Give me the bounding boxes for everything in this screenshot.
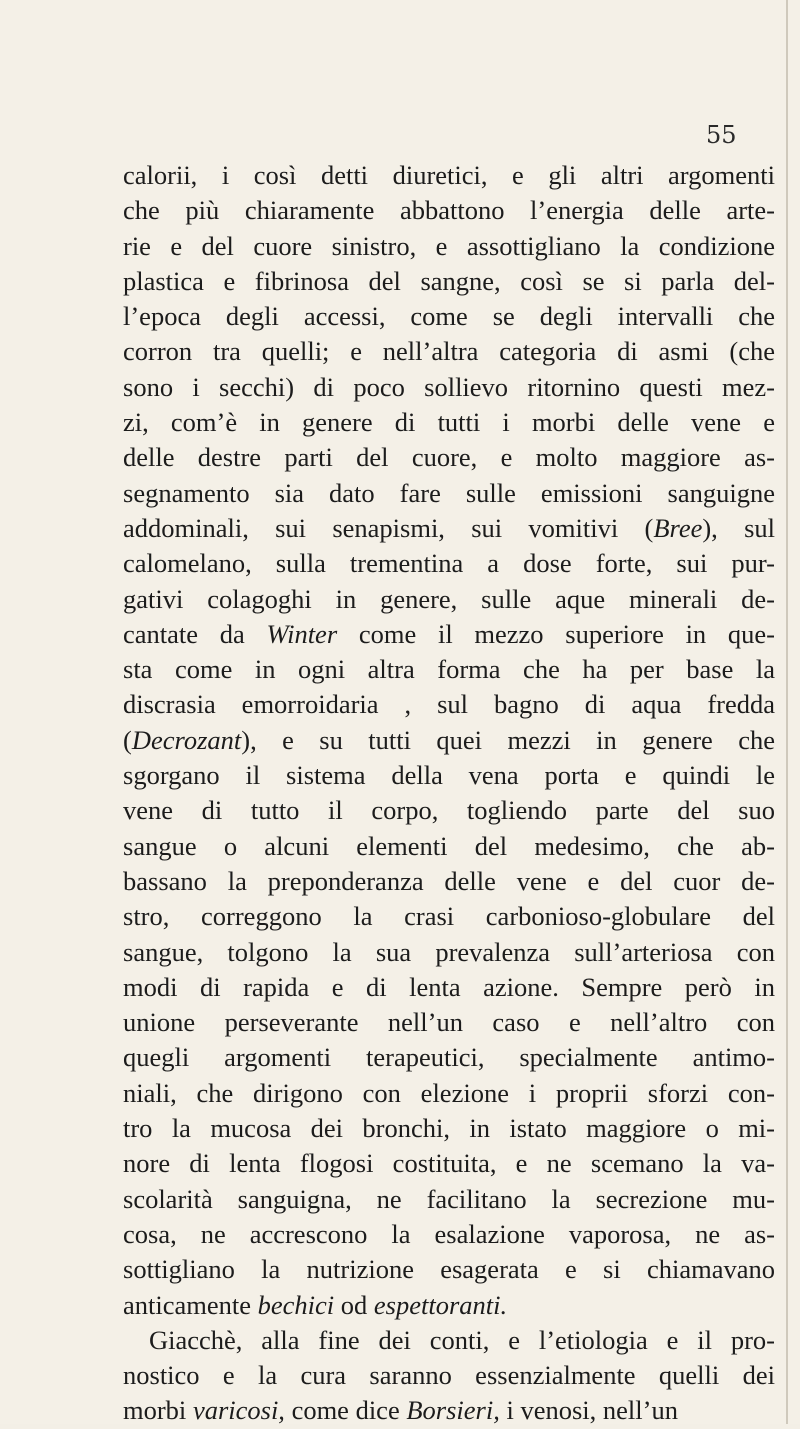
text-line xyxy=(123,476,775,511)
text-line xyxy=(123,935,775,970)
text-run: anticamente xyxy=(123,1289,258,1320)
text-run: i venosi, nell’un xyxy=(499,1395,678,1426)
text-line xyxy=(123,1146,775,1181)
text-run: addominali, sui senapismi, sui vomitivi ( xyxy=(123,512,654,543)
page-number: 55 xyxy=(706,121,737,149)
text-run: plastica e fibrinosa del sangne, così se si parla del- xyxy=(123,265,775,296)
text-run: stro, correggono la crasi carbonioso-globulare del xyxy=(123,901,775,932)
text-line xyxy=(123,970,775,1005)
text-line xyxy=(123,264,775,299)
text-line xyxy=(123,299,775,334)
text-line xyxy=(123,546,775,581)
italic-text: bechici xyxy=(257,1289,335,1320)
text-run: niali, che dirigono con elezione i proprii sforzi con- xyxy=(123,1077,775,1108)
text-run: sangue o alcuni elementi del medesimo, che ab- xyxy=(123,830,775,861)
text-run: cantate da xyxy=(123,618,267,649)
text-run: l’epoca degli accessi, come se degli intervalli che xyxy=(123,301,775,332)
text-run: od xyxy=(334,1289,374,1320)
text-line xyxy=(123,1040,775,1075)
text-run: quegli argomenti terapeutici, specialmente antimo- xyxy=(123,1042,775,1073)
text-line xyxy=(123,652,775,687)
text-run: sangue, tolgono la sua prevalenza sull’arteriosa con xyxy=(123,936,775,967)
text-line xyxy=(123,1358,775,1393)
text-line xyxy=(123,158,775,193)
text-run: nore di lenta flogosi costituita, e ne scemano la va- xyxy=(123,1148,775,1179)
text-line xyxy=(123,582,775,617)
text-line xyxy=(123,1076,775,1111)
page-edge xyxy=(786,0,788,1424)
text-line xyxy=(123,405,775,440)
text-run: rie e del cuore sinistro, e assottigliano la condizione xyxy=(123,230,775,261)
text-run: sgorgano il sistema della vena porta e quindi le xyxy=(123,760,775,791)
italic-text: Winter xyxy=(266,618,338,649)
text-run: segnamento sia dato fare sulle emissioni sanguigne xyxy=(123,477,775,508)
text-line xyxy=(123,1323,775,1358)
italic-text: espettoranti. xyxy=(373,1289,508,1320)
text-run: delle destre parti del cuore, e molto maggiore as- xyxy=(123,442,775,473)
text-line xyxy=(123,334,775,369)
text-run: calomelano, sulla trementina a dose forte, sui pur- xyxy=(123,548,775,579)
text-line xyxy=(123,617,775,652)
italic-text: varicosi, xyxy=(192,1395,285,1426)
text-run: morbi xyxy=(123,1395,193,1426)
text-line xyxy=(123,1252,775,1287)
text-line xyxy=(123,1393,775,1428)
text-line xyxy=(123,758,775,793)
text-run: come il mezzo superiore in que- xyxy=(337,618,775,649)
text-run: cosa, ne accrescono la esalazione vaporosa, ne as- xyxy=(123,1218,775,1249)
text-run: gativi colagoghi in genere, sulle aque minerali de- xyxy=(123,583,775,614)
text-line xyxy=(123,687,775,722)
italic-text: Bree xyxy=(653,512,703,543)
text-line xyxy=(123,1111,775,1146)
text-run: discrasia emorroidaria , sul bagno di aqua fredda xyxy=(123,689,775,720)
text-run: vene di tutto il corpo, togliendo parte del suo xyxy=(123,795,775,826)
italic-text: Decrozant xyxy=(131,724,242,755)
text-run: sono i secchi) di poco sollievo ritornino questi mez- xyxy=(123,371,775,402)
text-run: che più chiaramente abbattono l’energia delle arte- xyxy=(123,195,775,226)
text-line xyxy=(123,829,775,864)
body-text xyxy=(123,158,775,1429)
text-run: calorii, i così detti diuretici, e gli altri argomenti xyxy=(123,160,775,190)
text-line xyxy=(123,1217,775,1252)
text-line xyxy=(123,370,775,405)
text-line xyxy=(123,229,775,264)
text-run: unione perseverante nell’un caso e nell’altro con xyxy=(123,1007,775,1038)
text-run: nostico e la cura saranno essenzialmente quelli dei xyxy=(123,1360,775,1391)
text-run: ), e su tutti quei mezzi in genere che xyxy=(241,724,775,755)
text-line xyxy=(123,723,775,758)
text-line xyxy=(123,440,775,475)
text-run: bassano la preponderanza delle vene e del cuor de- xyxy=(123,865,775,896)
text-run: zi, com’è in genere di tutti i morbi delle vene e xyxy=(123,407,775,438)
text-line xyxy=(123,193,775,228)
text-line xyxy=(123,1005,775,1040)
text-line xyxy=(123,1182,775,1217)
text-run: Giacchè, alla fine dei conti, e l’etiologia e il pro- xyxy=(149,1324,775,1355)
text-run: sottigliano la nutrizione esagerata e si chiamavano xyxy=(123,1254,775,1285)
text-line xyxy=(123,864,775,899)
italic-text: Borsieri, xyxy=(406,1395,500,1426)
text-line xyxy=(123,793,775,828)
text-run: ), sul xyxy=(702,512,776,543)
text-line xyxy=(123,1288,775,1323)
text-run: scolarità sanguigna, ne facilitano la secrezione mu- xyxy=(123,1183,775,1214)
text-line xyxy=(123,899,775,934)
text-run: come dice xyxy=(284,1395,407,1426)
text-run: sta come in ogni altra forma che ha per base la xyxy=(123,654,775,685)
text-run: ( xyxy=(123,724,132,755)
text-run: corron tra quelli; e nell’altra categoria di asmi (che xyxy=(123,336,775,367)
text-run: modi di rapida e di lenta azione. Sempre però in xyxy=(123,971,775,1002)
text-run: tro la mucosa dei bronchi, in istato maggiore o mi- xyxy=(123,1113,775,1144)
text-line xyxy=(123,511,775,546)
